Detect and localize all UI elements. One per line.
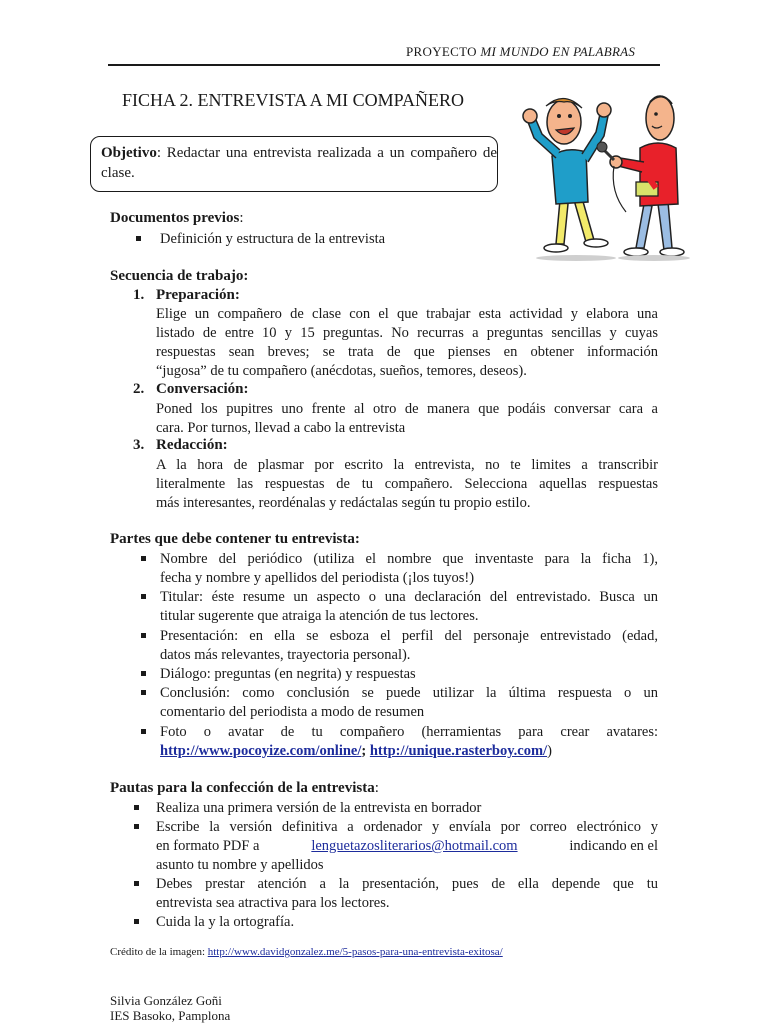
objective-text [101,143,497,183]
header-rule [108,64,660,66]
list-item: Escribe la versión definitiva a ordenador y envíala por correo electrónico y en formato PDF a lenguetazosliterarios@hotmail.com indicando en el asunto tu nombre y apellidos [156,819,658,873]
bullet [141,671,146,676]
list-item: Presentación: en ella se esboza el perfil del personaje entrevistado (edad, datos más relevantes, trayectoria personal). [160,628,658,663]
bullet [136,236,141,241]
step-number: 1. [133,287,145,303]
list-item: Titular: éste resume un aspecto o una declaración del entrevistado. Busca un titular sugerente que atraiga la atención de tus lectores. [160,589,658,624]
bullet [141,690,146,695]
header-project-name: MI MUNDO EN PALABRAS [480,44,636,59]
list-item-foto: Foto o avatar de tu compañero (herramientas para crear avatares: http://www.pocoyize.com/online/; http://unique.rasterboy.com/) [160,724,658,759]
list-item: Cuida la y la ortografía. [156,914,295,930]
header-prefix: PROYECTO [406,44,481,59]
bullet [141,633,146,638]
list-item: Conclusión: como conclusión se puede utilizar la última respuesta o un comentario del periodista a modo de resumen [160,685,658,720]
partes-heading: Partes que debe contener tu entrevista: [110,531,360,547]
step-number: 2. [133,381,145,397]
secuencia-heading: Secuencia de trabajo: [110,268,249,284]
documentos-heading: Documentos previos: [110,210,244,226]
page-title: FICHA 2. ENTREVISTA A MI COMPAÑERO [122,90,464,110]
list-item: Diálogo: preguntas (en negrita) y respuestas [160,666,416,682]
bullet [141,594,146,599]
objective-label: Objetivo [101,145,157,161]
pocoyize-link[interactable]: http://www.pocoyize.com/online/ [160,743,362,759]
step-number: 3. [133,437,145,453]
step-title: Preparación: [156,287,240,303]
author-name: Silvia González Goñi [110,993,222,1008]
email-link[interactable]: lenguetazosliterarios@hotmail.com [311,838,518,854]
step-body: Poned los pupitres uno frente al otro de manera que podáis conversar cara a cara. Por turnos, llevad a cabo la entrevista [156,401,658,436]
bullet [134,881,139,886]
list-item: Nombre del periódico (utiliza el nombre que inventaste para la ficha 1), fecha y nombre y apellidos del periodista (¡los tuyos!) [160,551,658,586]
step-title: Conversación: [156,381,249,397]
image-credit: Crédito de la imagen: http://www.davidgonzalez.me/5-pasos-para-una-entrevista-exitosa/ [110,946,503,958]
objective-body: : Redactar una entrevista realizada a un compañero de clase. [101,145,497,181]
step-body: A la hora de plasmar por escrito la entrevista, no te limites a transcribir literalmente las respuestas de tu compañero. Selecciona aquellas respuestas más interesantes, reordénalas y redáctalas según tu propio estilo. [156,457,658,511]
step-title: Redacción: [156,437,228,453]
list-item: Debes prestar atención a la presentación, pues de ella depende que tu entrevista sea atractiva para los lectores. [156,876,658,911]
bullet [134,824,139,829]
step-body: Elige un compañero de clase con el que trabajar esta actividad y elabora una listado de entre 10 y 15 preguntas. No recurras a preguntas sencillas y cuyas respuestas sean breves; se trata de que pienses en obtener información “jugosa” de tu compañero (anécdotas, sueños, temores, deseos). [156,306,658,379]
pautas-heading: Pautas para la confección de la entrevista: [110,780,379,796]
bullet [141,729,146,734]
interview-cartoon-icon [516,92,702,264]
rasterboy-link[interactable]: http://unique.rasterboy.com/ [369,743,548,759]
bullet [134,805,139,810]
bullet [134,919,139,924]
list-item: Realiza una primera versión de la entrevista en borrador [156,800,482,816]
author-school: IES Basoko, Pamplona [110,1008,231,1023]
header-project [406,44,635,60]
bullet [141,556,146,561]
documentos-item: Definición y estructura de la entrevista [160,231,386,247]
credit-link[interactable]: http://www.davidgonzalez.me/5-pasos-para-una-entrevista-exitosa/ [207,946,503,958]
